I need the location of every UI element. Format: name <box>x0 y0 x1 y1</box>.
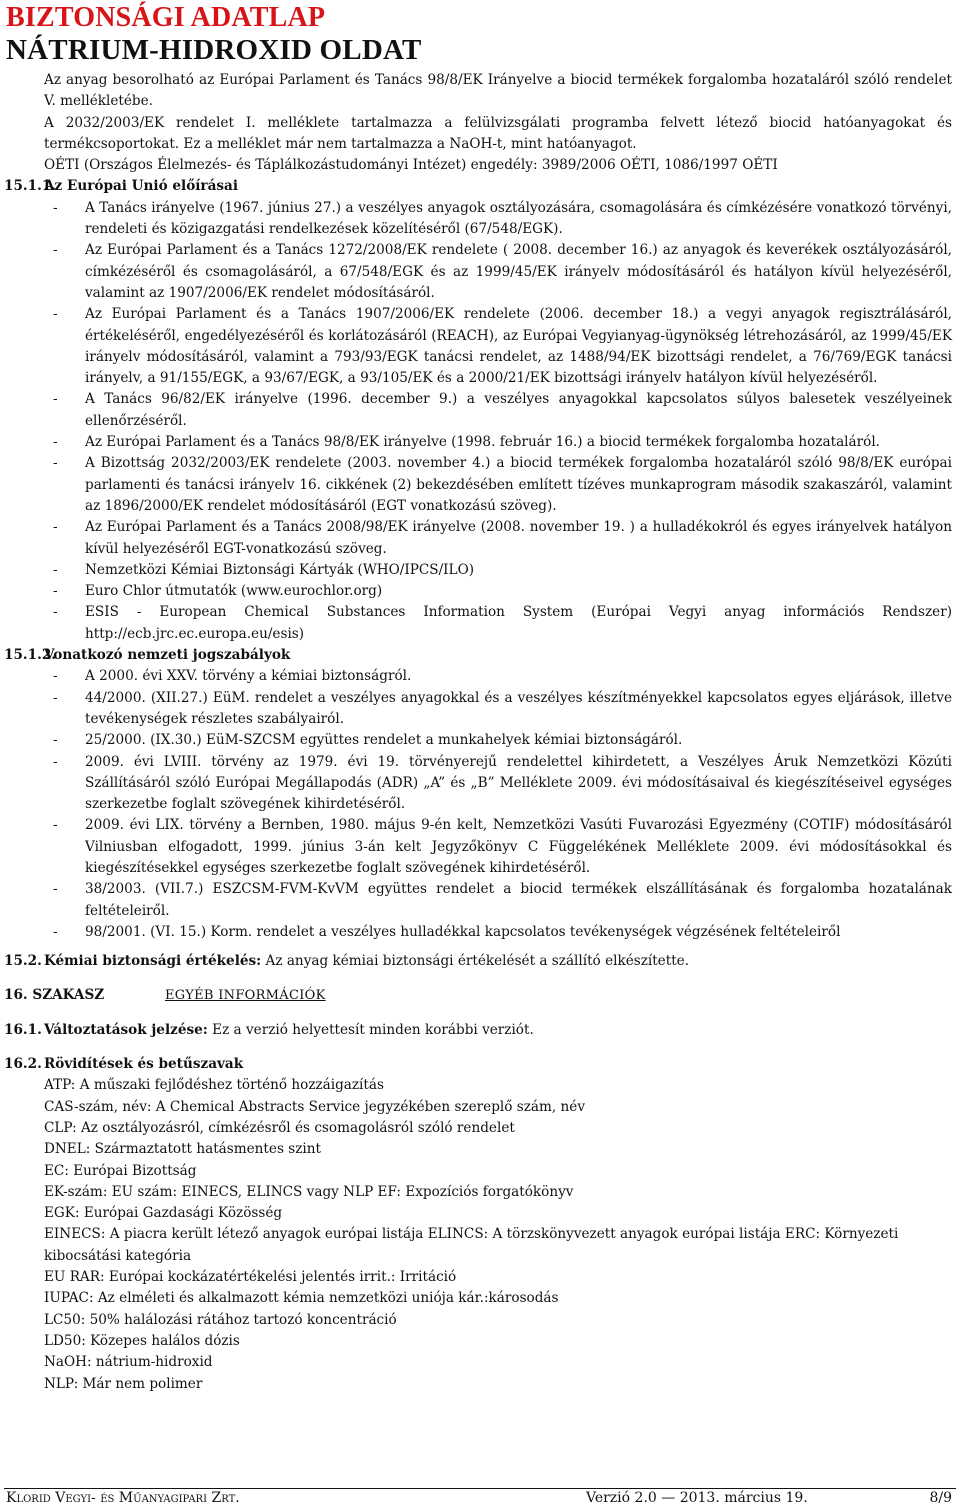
list-item: - ESIS - European Chemical Substances Information System (Európai Vegyi anyag információs Rendszer) http://ecb.jrc.ec.europa.eu/esis) <box>53 604 952 642</box>
list-item: CLP: Az osztályozásról, címkézésről és csomagolásról szóló rendelet <box>44 1119 515 1136</box>
section-title: EGYÉB INFORMÁCIÓK <box>165 988 326 1004</box>
list-item: LD50: Közepes halálos dózis <box>44 1332 240 1349</box>
list-item: EC: Európai Bizottság <box>44 1162 197 1179</box>
list-item: - 38/2003. (VII.7.) ESZCSM-FVM-KvVM együttes rendelet a biocid termékek elszállításának és forgalomba hozatalának feltételeiről. <box>53 881 952 919</box>
list-item: EK-szám: EU szám: EINECS, ELINCS vagy NLP EF: Expozíciós forgatókönyv <box>44 1183 574 1200</box>
list-item: - Nemzetközi Kémiai Biztonsági Kártyák (WHO/IPCS/ILO) <box>53 561 475 578</box>
list-item: - A Tanács irányelve (1967. június 27.) a veszélyes anyagok osztályozására, csomagolására és címkézésére vonatkozó törvényi, rendeleti és közigazgatási rendelkezések közelítéséről (67/548/EGK). <box>53 199 952 238</box>
company-name: Klorid Vegyi- és Műanyagipari Zrt. <box>6 1490 240 1506</box>
list-item: CAS-szám, név: A Chemical Abstracts Service jegyzékében szereplő szám, név <box>44 1098 586 1115</box>
list-item: - 25/2000. (IX.30.) EüM-SZCSM együttes rendelet a munkahelyek kémiai biztonságáról. <box>53 732 683 749</box>
section-title: Rövidítések és betűszavak <box>44 1056 244 1073</box>
list-item: - 98/2001. (VI. 15.) Korm. rendelet a veszélyes hulladékkal kapcsolatos tevékenységek végzésének feltételeiről <box>53 923 841 940</box>
section-number: 16.1. <box>4 1021 42 1038</box>
section-label: Változtatások jelzése: <box>44 1021 208 1038</box>
section-15-2 <box>0 951 960 972</box>
section-number: 15.1.1. <box>4 178 57 195</box>
list-item: - A Bizottság 2032/2003/EK rendelete (2003. november 4.) a biocid termékek forgalomba hozataláról szóló 98/8/EK európai parlamenti és tanácsi irányelv 16. cikkének (2) bekezdésében említett tízéves munkaprogram második szakaszáról, valamint az 1896/2000/EK rendelet módosításáról (EGT vonatkozású szöveg). <box>53 455 952 514</box>
section-text: Ez a verzió helyettesít minden korábbi verziót. <box>212 1021 534 1038</box>
section-16-2-heading <box>0 1054 960 1075</box>
list-item: - A 2000. évi XXV. törvény a kémiai biztonságról. <box>53 668 412 685</box>
abbreviations-list <box>0 1075 960 1394</box>
list-item: - 44/2000. (XII.27.) EüM. rendelet a veszélyes anyagokkal és a veszélyes készítményekkel kapcsolatos egyes eljárások, illetve tevékenységek részletes szabályairól. <box>53 689 952 727</box>
section-text: Az anyag kémiai biztonsági értékelését a szállító elkészítette. <box>265 953 690 970</box>
list-item: DNEL: Származtatott hatásmentes szint <box>44 1141 321 1158</box>
section-heading-15-1-1 <box>0 176 960 197</box>
version-info: Verzió 2.0 — 2013. március 19. <box>586 1490 808 1506</box>
document-title: BIZTONSÁGI ADATLAP <box>6 2 326 33</box>
section-number: 16.2. <box>4 1056 42 1073</box>
list-item: EU RAR: Európai kockázatértékelési jelentés irrit.: Irritáció <box>44 1269 457 1286</box>
footer-divider <box>4 1488 956 1489</box>
intro-paragraph: OÉTI (Országos Élelmezés- és Táplálkozástudományi Intézet) engedély: 3989/2006 OÉTI, 1086/1997 OÉTI <box>44 157 778 174</box>
list-item: EGK: Európai Gazdasági Közösség <box>44 1205 283 1222</box>
intro-paragraph: A 2032/2003/EK rendelet I. melléklete tartalmazza a felülvizsgálati programba felvett létező biocid hatóanyagokat és termékcsoportokat. Ez a melléklet már nem tartalmazza a NaOH-t, mint hatóanyagot. <box>44 114 952 152</box>
list-item: - A Tanács 96/82/EK irányelve (1996. december 9.) a veszélyes anyagokkal kapcsolatos súlyos balesetek veszélyeinek ellenőrzéséről. <box>53 391 952 429</box>
eu-regulations-list <box>0 198 960 645</box>
list-item: - Az Európai Parlament és a Tanács 1272/2008/EK rendelete ( 2008. december 16.) az anyagok és keverékek osztályozásáról, címkézéséről és csomagolásáról, a 67/548/EGK és az 1999/45/EK irányelv módosításáról és hatályon kívül helyezéséről, valamint az 1907/2006/EK rendelet módosításáról. <box>53 242 952 301</box>
list-item: - Az Európai Parlament és a Tanács 1907/2006/EK rendelete (2006. december 18.) a vegyi anyagok regisztrálásáról, értékeléséről, engedélyezéséről és korlátozásáról (REACH), az Európai Vegyianyag-ügynökség létrehozásáról, az 1999/45/EK irányelv módosításáról, valamint a 793/93/EGK tanácsi rendelet, az 1488/94/EK bizottsági rendelet, a 76/769/EGK tanácsi irányelv, a 91/155/EGK, a 93/67/EGK, a 93/105/EK és a 2000/21/EK bizottsági irányelv hatályon kívül helyezéséről. <box>53 306 952 387</box>
section-number: 15.2. <box>4 953 42 970</box>
intro-paragraph: Az anyag besorolható az Európai Parlament és Tanács 98/8/EK Irányelve a biocid termékek forgalomba hozataláról szóló rendelet V. mellékletébe. <box>44 72 952 110</box>
section-16-heading <box>0 985 960 1006</box>
section-heading-15-1-2 <box>0 645 960 666</box>
list-item: - Euro Chlor útmutatók (www.eurochlor.org) <box>53 583 383 600</box>
list-item: ATP: A műszaki fejlődéshez történő hozzáigazítás <box>44 1077 384 1094</box>
section-title: Vonatkozó nemzeti jogszabályok <box>44 647 291 664</box>
section-label: Kémiai biztonsági értékelés: <box>44 953 262 970</box>
list-item: LC50: 50% halálozási rátához tartozó koncentráció <box>44 1311 397 1328</box>
page-number: 8/9 <box>929 1490 952 1506</box>
list-item: IUPAC: Az elméleti és alkalmazott kémia nemzetközi uniója kár.:károsodás <box>44 1290 559 1307</box>
list-item: - Az Európai Parlament és a Tanács 2008/98/EK irányelve (2008. november 19. ) a hulladékokról és egyes irányelvek hatályon kívül helyezéséről EGT-vonatkozású szöveg. <box>53 519 952 557</box>
document-body <box>0 70 960 1395</box>
page-footer <box>6 1490 952 1510</box>
section-number: 16. SZAKASZ <box>4 987 105 1004</box>
list-item: NLP: Már nem polimer <box>44 1375 203 1392</box>
list-item: EINECS: A piacra került létező anyagok európai listája ELINCS: A törzskönyvezett anyagok európai listája ERC: Környezeti kibocsátási kategória <box>44 1226 899 1264</box>
product-name: NÁTRIUM-HIDROXID OLDAT <box>6 34 422 66</box>
list-item: NaOH: nátrium-hidroxid <box>44 1354 213 1371</box>
list-item: - 2009. évi LVIII. törvény az 1979. évi 19. törvényerejű rendelettel kihirdetett, a Veszélyes Áruk Nemzetközi Közúti Szállításáról szóló Európai Megállapodás (ADR) „A” és „B” Melléklete 2009. évi módosításaival és kiegészítéseivel egységes szerkezetbe foglalt szövegének kihirdetéséről. <box>53 753 952 813</box>
section-number: 15.1.2. <box>4 647 57 664</box>
section-title: Az Európai Unió előírásai <box>44 178 239 195</box>
list-item: - Az Európai Parlament és a Tanács 98/8/EK irányelve (1998. február 16.) a biocid termékek forgalomba hozataláról. <box>53 434 880 451</box>
national-regulations-list <box>0 666 960 943</box>
list-item: - 2009. évi LIX. törvény a Bernben, 1980. május 9-én kelt, Nemzetközi Vasúti Fuvarozási Egyezmény (COTIF) módosításáról Vilniusban elfogadott, 1999. június 3-án kelt Jegyzőkönyv C Függelékének Melléklete 2009. évi módosításokkal és kiegészítésekkel egységes szerkezetbe foglalt szövegének kihirdetéséről. <box>53 817 952 876</box>
section-16-1 <box>0 1020 960 1041</box>
intro-block <box>0 70 960 176</box>
